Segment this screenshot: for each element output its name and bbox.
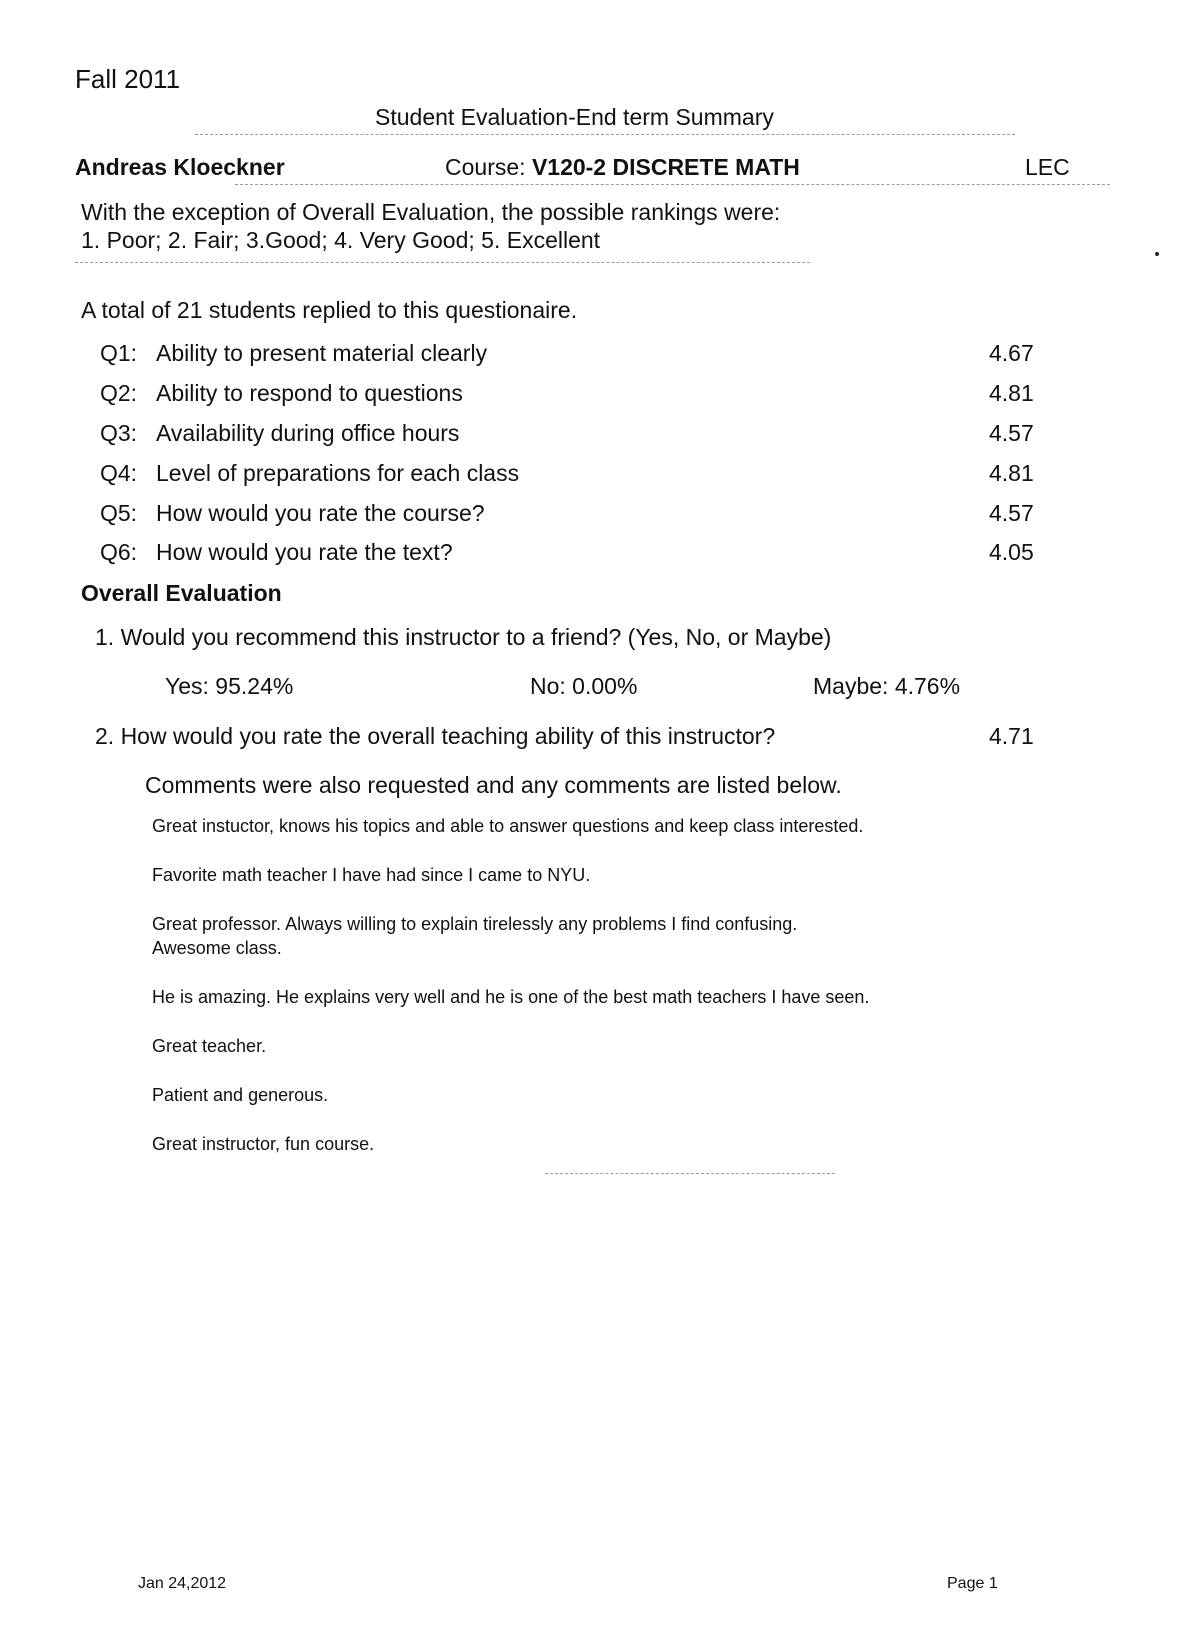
header-divider — [235, 184, 1110, 185]
overall-teaching-question: 2. How would you rate the overall teaching ability of this instructor? — [95, 723, 776, 749]
question-number: Q6: — [100, 539, 138, 565]
instructor-name: Andreas Kloeckner — [75, 154, 285, 180]
comment-item: Great teacher. — [152, 1036, 267, 1056]
comment-item: Favorite math teacher I have had since I came to NYU. — [152, 865, 591, 885]
title-divider — [195, 134, 1015, 135]
question-text: Ability to present material clearly — [156, 340, 488, 366]
comment-item: Awesome class. — [152, 938, 282, 958]
course-label: Course: — [445, 154, 526, 180]
recommend-question: 1. Would you recommend this instructor to a friend? (Yes, No, or Maybe) — [95, 624, 832, 650]
rankings-divider — [75, 262, 810, 263]
question-text: Availability during office hours — [156, 420, 460, 446]
total-replies: A total of 21 students replied to this questionaire. — [81, 297, 578, 323]
footer-date: Jan 24,2012 — [138, 1575, 227, 1592]
comment-item: He is amazing. He explains very well and he is one of the best math teachers I have seen. — [152, 987, 870, 1007]
overall-evaluation-heading: Overall Evaluation — [81, 580, 282, 606]
question-score: 4.81 — [989, 380, 1034, 406]
question-score: 4.67 — [989, 340, 1034, 366]
question-text: Ability to respond to questions — [156, 380, 463, 406]
comment-item: Great instructor, fun course. — [152, 1134, 375, 1154]
overall-teaching-score: 4.71 — [989, 723, 1034, 749]
footer-page-number: Page 1 — [947, 1575, 998, 1592]
speck-mark — [1155, 252, 1159, 256]
question-text: How would you rate the course? — [156, 500, 485, 526]
comments-heading: Comments were also requested and any comments are listed below. — [145, 772, 842, 798]
comment-item: Patient and generous. — [152, 1085, 329, 1105]
question-number: Q2: — [100, 380, 138, 406]
question-text: Level of preparations for each class — [156, 460, 520, 486]
recommend-yes: Yes: 95.24% — [165, 673, 294, 699]
question-text: How would you rate the text? — [156, 539, 453, 565]
recommend-maybe: Maybe: 4.76% — [813, 673, 961, 699]
question-score: 4.81 — [989, 460, 1034, 486]
comment-item: Great instuctor, knows his topics and able to answer questions and keep class interested. — [152, 816, 864, 836]
course-name: V120-2 DISCRETE MATH — [531, 154, 800, 180]
rankings-note-line1: With the exception of Overall Evaluation, the possible rankings were: — [81, 199, 781, 225]
document-title: Student Evaluation-End term Summary — [375, 104, 774, 130]
comments-end-divider — [545, 1173, 835, 1174]
recommend-no: No: 0.00% — [530, 673, 638, 699]
question-score: 4.57 — [989, 420, 1034, 446]
term-label: Fall 2011 — [75, 64, 181, 94]
question-number: Q4: — [100, 460, 138, 486]
question-number: Q1: — [100, 340, 138, 366]
question-score: 4.05 — [989, 539, 1034, 565]
section-type: LEC — [1025, 154, 1070, 180]
course-info — [445, 154, 800, 181]
comment-item: Great professor. Always willing to explain tirelessly any problems I find confusing. — [152, 914, 798, 934]
question-number: Q3: — [100, 420, 138, 446]
rankings-note-line2: 1. Poor; 2. Fair; 3.Good; 4. Very Good; 5. Excellent — [81, 227, 601, 253]
question-score: 4.57 — [989, 500, 1034, 526]
question-number: Q5: — [100, 500, 138, 526]
